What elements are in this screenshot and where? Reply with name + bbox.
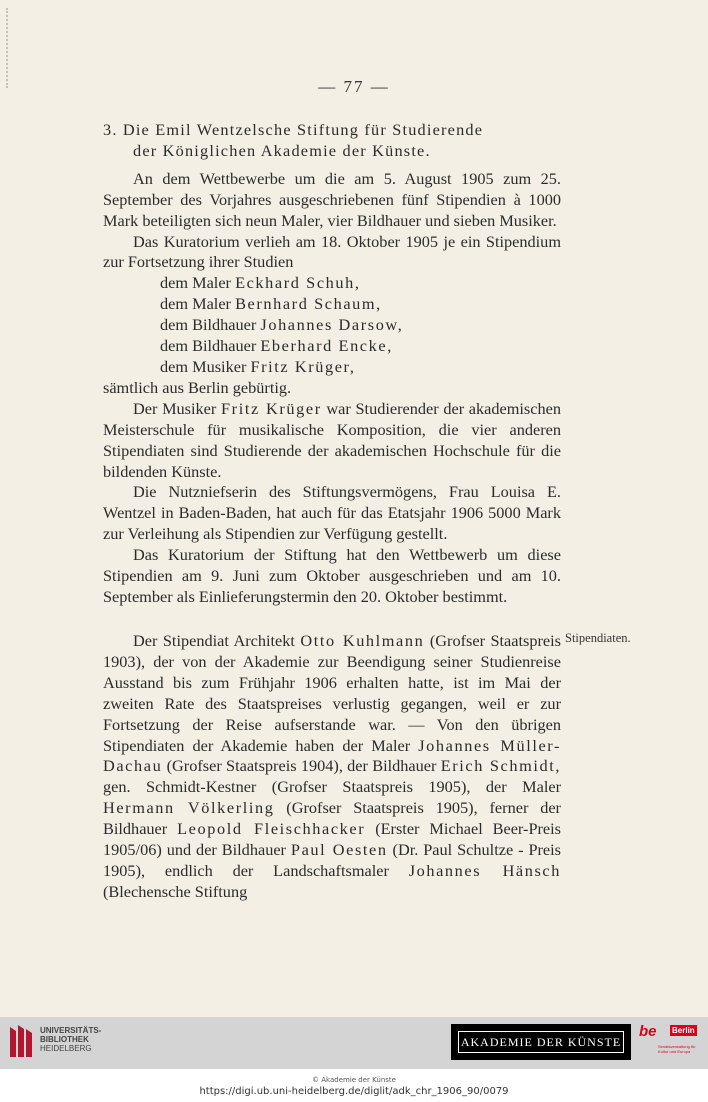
university-library-name[interactable]: UNIVERSITÄTS- BIBLIOTHEK HEIDELBERG [40, 1026, 102, 1053]
copyright-notice: © Akademie der Künste [312, 1076, 396, 1084]
page-edge-marks [6, 8, 12, 88]
paragraph-kuratorium-intro: Das Kuratorium verlieh am 18. Oktober 1905 je ein Stipendium zur Fortsetzung ihrer Studien [103, 231, 561, 272]
recipient-line: dem Maler Eckhard Schuh, [160, 273, 361, 293]
akademie-label: AKADEMIE DER KÜNSTE [458, 1031, 624, 1053]
page-number: — 77 — [318, 77, 390, 96]
berlin-logo-be: be [639, 1023, 657, 1040]
berlin-logo-subtitle: Senatsverwaltung für Kultur und Europa [658, 1044, 696, 1054]
recipient-line: dem Musiker Fritz Krüger, [160, 356, 356, 376]
paragraph-wettbewerb: Das Kuratorium der Stiftung hat den Wettbewerb um diese Stipendien am 9. Juni zum Oktober ausgeschrieben und am 10. September als Einlieferungstermin den 20. Oktober bestimmt. [103, 545, 561, 606]
paragraph-nutzniesserin: Die Nutzniefserin des Stiftungsvermögens, Frau Louisa E. Wentzel in Baden-Baden, hat auch für das Etatsjahr 1906 5000 Mark zur Verleihung als Stipendien zur Verfügung gestellt. [103, 482, 561, 544]
recipient-line: dem Bildhauer Eberhard Encke, [160, 336, 393, 356]
berlin-senate-logo[interactable] [638, 1022, 700, 1064]
section-heading-line1: 3. Die Emil Wentzelsche Stiftung für Studierende [103, 120, 484, 139]
margin-note: Stipendiaten. [565, 631, 631, 645]
footer-bar [0, 1017, 708, 1069]
recipient-line: dem Bildhauer Johannes Darsow, [160, 315, 404, 335]
recipient-line: dem Maler Bernhard Schaum, [160, 294, 382, 314]
section-heading [103, 120, 561, 162]
paragraph-birthplace: sämtlich aus Berlin gebürtig. [103, 377, 292, 397]
section-heading-line2: der Königlichen Akademie der Künste. [133, 140, 431, 160]
university-library-logo-icon [8, 1023, 34, 1059]
paragraph-musiker: Der Musiker Fritz Krüger war Studierender der akademischen Meisterschule für musikalische Komposition, die vier anderen Stipendiaten sind Studierende der akademischen Hochschule für die bildenden Künste. [103, 398, 562, 481]
source-url-link[interactable]: https://digi.ub.uni-heidelberg.de/diglit/adk_chr_1906_90/0079 [199, 1086, 509, 1097]
body-text-upper [103, 120, 561, 608]
body-text-lower [103, 631, 561, 903]
paragraph-stipendiaten: Der Stipendiat Architekt Otto Kuhlmann (Grofser Staatspreis 1903), der von der Akademie zur Beendigung seiner Studienreise Ausstand bis zum Frühjahr 1906 erhalten hatte, ist im Mai der zweiten Rate des Staatspreises verlustig gegangen, weil er zur Fortsetzung der Reise aufserstande war. — Von den übrigen Stipendiaten der Akademie haben der Maler Johannes Müller-Dachau (Grofser Staatspreis 1904), der Bildhauer Erich Schmidt, gen. Schmidt-Kestner (Grofser Staatspreis 1905), der Maler Hermann Völkerling (Grofser Staatspreis 1905), ferner der Bildhauer Leopold Fleischhacker (Erster Michael Beer-Preis 1905/06) und der Bildhauer Paul Oesten (Dr. Paul Schultze - Preis 1905), endlich der Landschaftsmaler Johannes Hänsch (Blechensche Stiftung [103, 631, 562, 901]
akademie-der-kuenste-logo[interactable] [451, 1024, 631, 1060]
berlin-logo-berlin: Berlin [672, 1026, 695, 1035]
paragraph-competition: An dem Wettbewerbe um die am 5. August 1905 zum 25. September des Vorjahres ausgeschriebenen fünf Stipendien à 1000 Mark beteiligten sich neun Maler, vier Bildhauer und sieben Musiker. [103, 168, 561, 230]
